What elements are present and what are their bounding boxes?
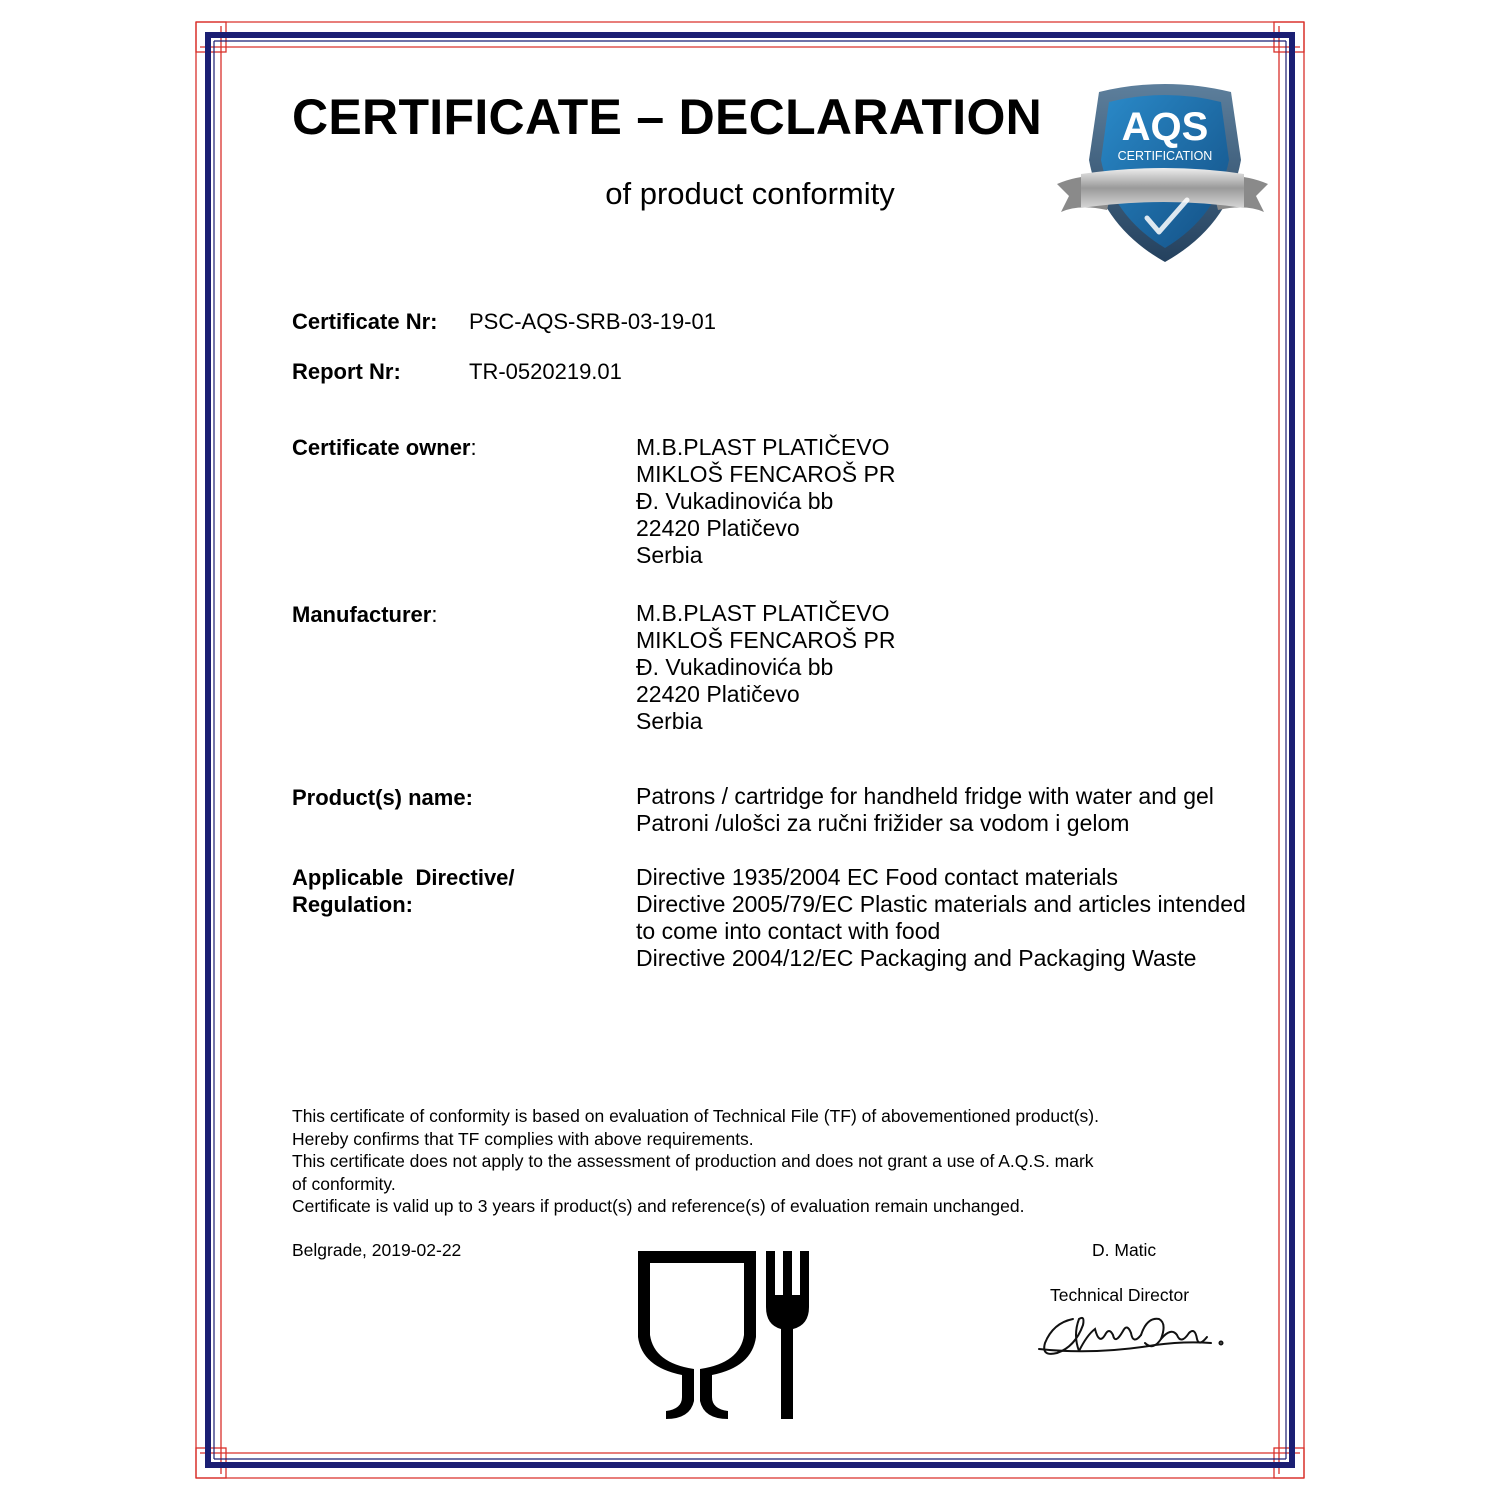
product-line: Patroni /ulošci za ručni frižider sa vodom i gelom bbox=[636, 810, 1130, 836]
owner-line: Serbia bbox=[636, 542, 703, 568]
manufacturer-line: Đ. Vukadinovića bb bbox=[636, 654, 834, 680]
directive-line: Directive 1935/2004 EC Food contact materials bbox=[636, 864, 1118, 890]
manufacturer-line: M.B.PLAST PLATIČEVO bbox=[636, 600, 890, 626]
signer-title: Technical Director bbox=[1050, 1285, 1190, 1305]
certificate-nr-value: PSC-AQS-SRB-03-19-01 bbox=[469, 309, 716, 334]
signer-name: D. Matic bbox=[1092, 1240, 1157, 1260]
certificate-nr-label: Certificate Nr: bbox=[292, 309, 438, 334]
statement-line: Hereby confirms that TF complies with above requirements. bbox=[292, 1128, 754, 1149]
statement-line: of conformity. bbox=[292, 1173, 396, 1194]
owner-line: 22420 Platičevo bbox=[636, 515, 800, 541]
manufacturer-address bbox=[636, 600, 895, 735]
glass-and-fork-food-safe-icon bbox=[630, 1245, 815, 1425]
manufacturer-line: MIKLOŠ FENCAROŠ PR bbox=[636, 627, 896, 653]
directive-line: Directive 2005/79/EC Plastic materials and articles intended bbox=[636, 891, 1246, 917]
directive-label bbox=[292, 864, 515, 918]
report-nr-label: Report Nr: bbox=[292, 359, 401, 384]
directive-label-line: Applicable Directive/ bbox=[292, 865, 515, 890]
certificate-owner-label: Certificate owner: bbox=[292, 435, 477, 460]
product-line: Patrons / cartridge for handheld fridge with water and gel bbox=[636, 783, 1214, 809]
certificate-owner-address bbox=[636, 434, 895, 569]
logo-tagline: CERTIFICATION bbox=[1117, 149, 1213, 163]
manufacturer-line: 22420 Platičevo bbox=[636, 681, 800, 707]
owner-line: MIKLOŠ FENCAROŠ PR bbox=[636, 461, 896, 487]
certificate-subtitle: of product conformity bbox=[605, 176, 895, 211]
logo-brand: AQS bbox=[1121, 105, 1209, 149]
products-names bbox=[636, 783, 1214, 837]
place-date: Belgrade, 2019-02-22 bbox=[292, 1240, 462, 1260]
statement-line: This certificate does not apply to the assessment of production and does not grant a use of A.Q.S. mark bbox=[292, 1151, 1094, 1171]
statement-line: Certificate is valid up to 3 years if product(s) and reference(s) of evaluation remain unchanged. bbox=[292, 1196, 1025, 1216]
directive-line: Directive 2004/12/EC Packaging and Packaging Waste bbox=[636, 945, 1197, 971]
signature bbox=[1035, 1305, 1230, 1365]
directive-label-line: Regulation: bbox=[292, 892, 413, 917]
directive-list bbox=[636, 864, 1246, 972]
owner-line: Đ. Vukadinovića bb bbox=[636, 488, 834, 514]
statement-line: This certificate of conformity is based on evaluation of Technical File (TF) of abovementioned product(s). bbox=[292, 1106, 1099, 1126]
certificate-title: CERTIFICATE – DECLARATION bbox=[292, 89, 1043, 145]
directive-line: to come into contact with food bbox=[636, 918, 941, 944]
owner-line: M.B.PLAST PLATIČEVO bbox=[636, 434, 890, 460]
report-nr-value: TR-0520219.01 bbox=[469, 359, 622, 384]
aqs-certification-shield-icon bbox=[1055, 78, 1270, 268]
manufacturer-line: Serbia bbox=[636, 708, 703, 734]
manufacturer-label: Manufacturer: bbox=[292, 602, 438, 627]
products-label: Product(s) name: bbox=[292, 785, 473, 810]
conformity-statement bbox=[292, 1105, 1099, 1218]
